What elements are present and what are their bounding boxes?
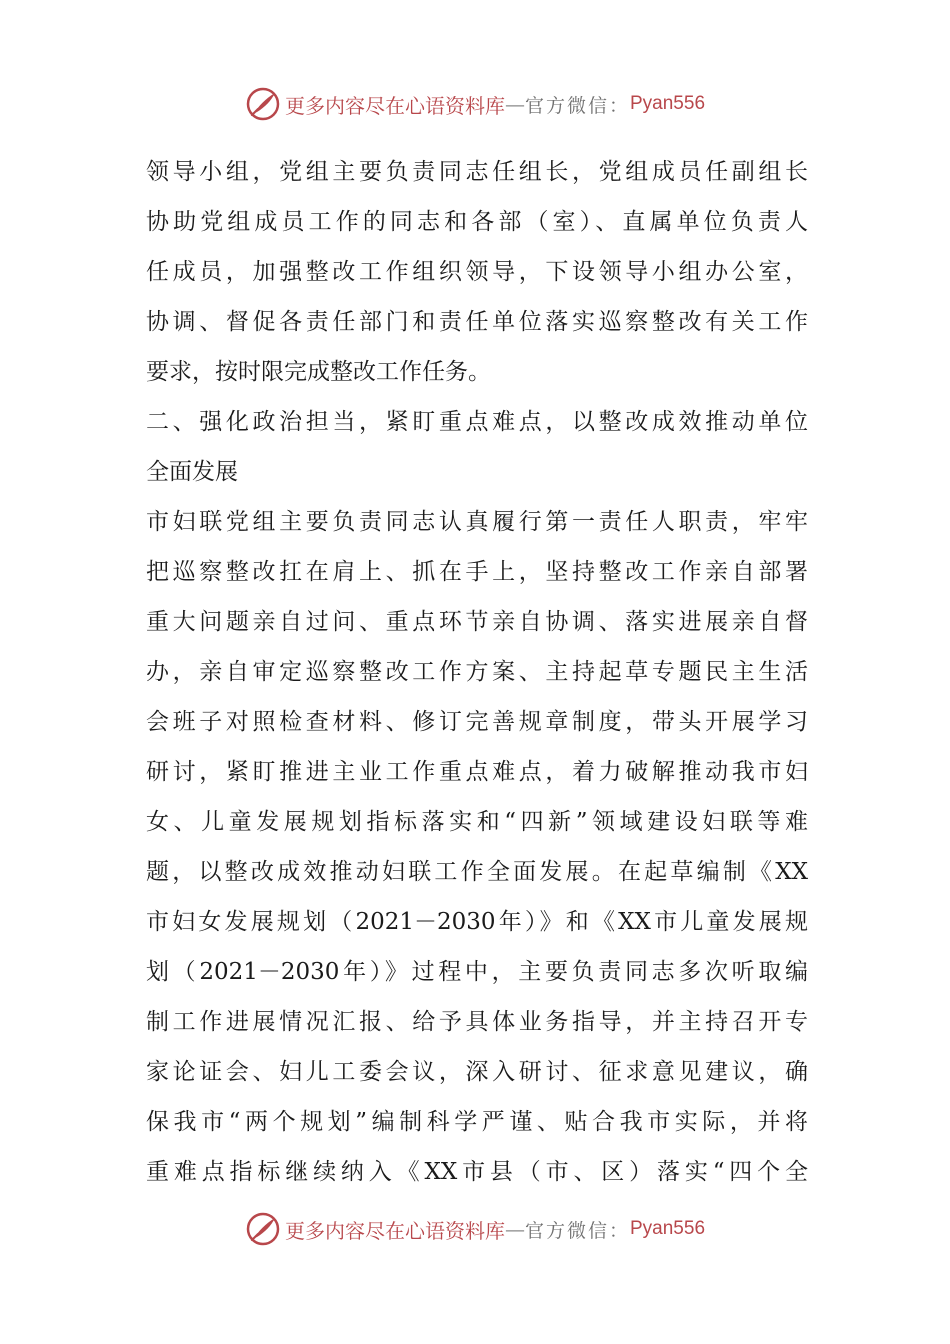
banner-slogan: 更多内容尽在心语资料库 — [284, 1218, 505, 1243]
text-line: 协助党组成员工作的同志和各部（室）、直属单位负责人 — [146, 209, 808, 235]
text-line: 市妇联党组主要负责同志认真履行第一责任人职责，牢牢 — [146, 509, 808, 535]
text-line: 领导小组，党组主要负责同志任组长，党组成员任副组长 — [146, 159, 808, 185]
footer-watermark — [0, 1209, 950, 1249]
text-line: 重大问题亲自过问、重点环节亲自协调、落实进展亲自督 — [146, 609, 808, 635]
text-line: 重难点指标继续纳入《XX市县（市、区）落实“四个全 — [146, 1159, 808, 1185]
banner-wechat-label: 官方微信： — [524, 1219, 630, 1242]
text-line: 题，以整改成效推动妇联工作全面发展。在起草编制《XX — [146, 859, 808, 885]
text-line: 划（2021－2030年）》过程中，主要负责同志多次听取编 — [146, 959, 808, 985]
text-line: 家论证会、妇儿工委会议，深入研讨、征求意见建议，确 — [146, 1059, 808, 1085]
text-line: 要求，按时限完成整改工作任务。 — [146, 359, 491, 385]
quill-logo-icon — [245, 1211, 281, 1247]
banner-wechat-id: Pyan556 — [630, 1218, 706, 1239]
banner-wechat-id: Pyan556 — [630, 93, 706, 114]
text-line: 把巡察整改扛在肩上、抓在手上，坚持整改工作亲自部署 — [146, 559, 808, 585]
banner-wechat-label: 官方微信： — [524, 94, 630, 117]
quill-logo-icon — [245, 86, 281, 122]
text-line: 女、儿童发展规划指标落实和“四新”领域建设妇联等难 — [146, 809, 808, 835]
text-line: 协调、督促各责任部门和责任单位落实巡察整改有关工作 — [146, 309, 808, 335]
text-line: 全面发展 — [146, 459, 238, 485]
text-line: 会班子对照检查材料、修订完善规章制度，带头开展学习 — [146, 709, 808, 735]
text-line: 二、强化政治担当，紧盯重点难点，以整改成效推动单位 — [146, 409, 808, 435]
text-line: 研讨，紧盯推进主业工作重点难点，着力破解推动我市妇 — [146, 759, 808, 785]
banner-separator: — — [504, 92, 525, 116]
text-line: 制工作进展情况汇报、给予具体业务指导，并主持召开专 — [146, 1009, 808, 1035]
header-watermark — [0, 84, 950, 124]
banner-slogan: 更多内容尽在心语资料库 — [284, 93, 505, 118]
text-line: 任成员，加强整改工作组织领导，下设领导小组办公室， — [146, 259, 808, 285]
banner-separator: — — [504, 1217, 525, 1241]
document-body — [146, 147, 808, 1197]
text-line: 保我市“两个规划”编制科学严谨、贴合我市实际，并将 — [146, 1109, 808, 1135]
text-line: 办，亲自审定巡察整改工作方案、主持起草专题民主生活 — [146, 659, 808, 685]
text-line: 市妇女发展规划（2021－2030年）》和《XX市儿童发展规 — [146, 909, 808, 935]
